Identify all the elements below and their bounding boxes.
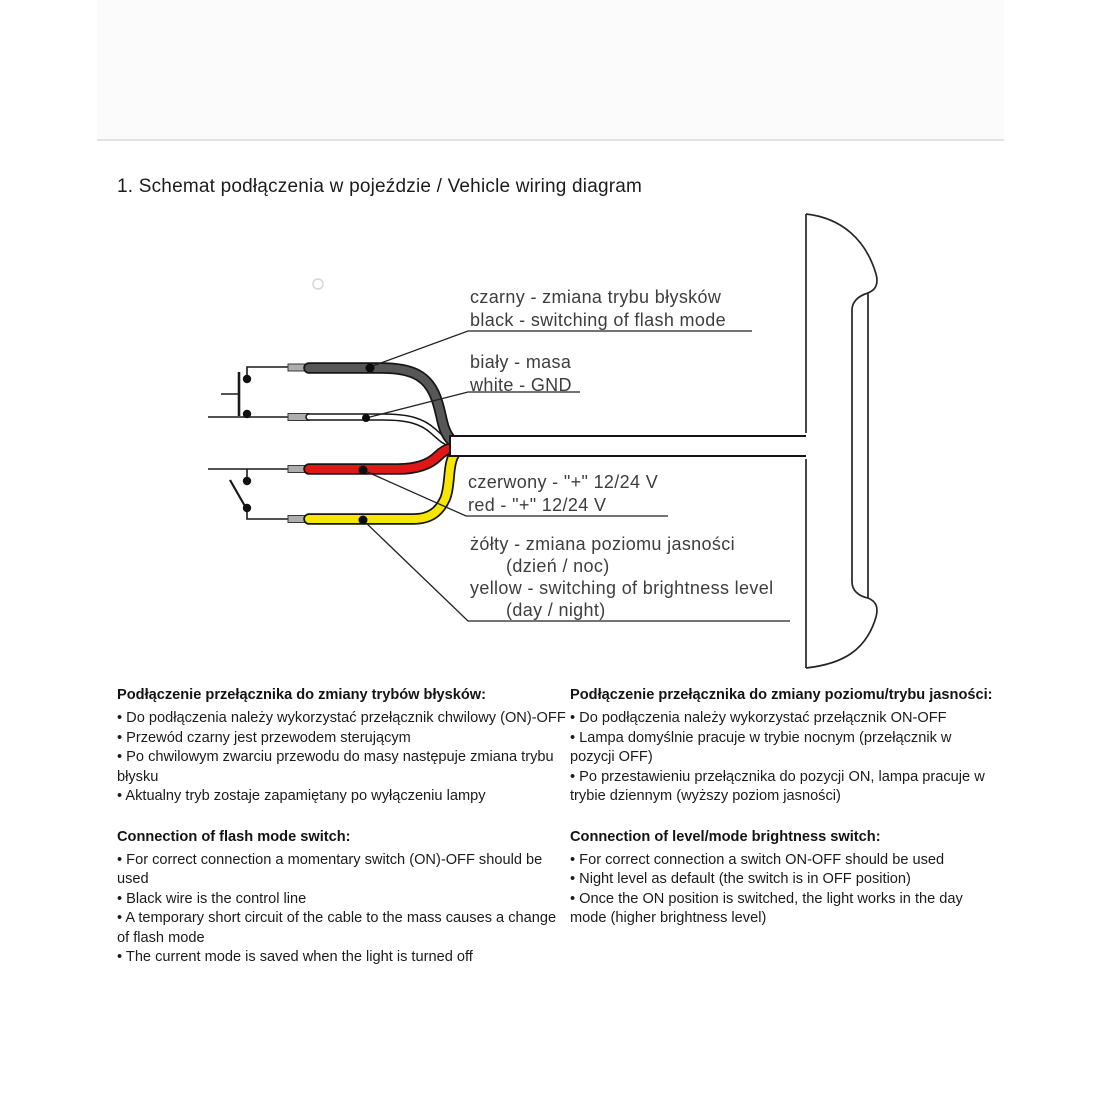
black-wire-anchor-dot [366,364,375,373]
text-line: • Night level as default (the switch is in OFF position) [570,871,911,887]
text-line: • Black wire is the control line [117,890,307,907]
text-line: • The current mode is saved when the light is turned off [117,949,473,965]
section-heading: Podłączenie przełącznika do zmiany poziomu/trybu jasności: [570,687,993,703]
yellow-wire-label-pl: żółty - zmiana poziomu jasności [470,534,735,554]
flash-mode-section-pl [117,686,572,807]
page-title: 1. Schemat podłączenia w pojeździe / Vehicle wiring diagram [117,176,643,197]
text-line: • Po chwilowym zwarciu przewodu do masy następuje zmiana trybu [117,749,554,765]
momentary-terminal-bottom [243,410,251,418]
red-wire-label-pl: czerwony - "+" 12/24 V [468,472,659,492]
text-line: • Do podłączenia należy wykorzystać przełącznik chwilowy (ON)-OFF [117,710,566,726]
text-line: pozycji OFF) [570,749,653,765]
section-body [570,851,1018,929]
section-heading: Podłączenie przełącznika do zmiany trybów błysków: [117,687,486,703]
yellow-wire-label-pl2: (dzień / noc) [506,556,610,576]
text-line: • Do podłączenia należy wykorzystać przełącznik ON-OFF [570,710,947,726]
faint-circle-mark [313,279,323,289]
lamp-outer-outline [806,214,877,668]
main-cable [450,436,806,456]
section-body [570,709,1018,807]
red-wire-label [468,471,658,517]
yellow-wire-anchor-dot [359,516,368,525]
flash-mode-section-en [117,828,572,968]
momentary-switch-to-black-line [247,367,288,379]
lamp-lens-inner-line [852,293,868,598]
red-wire-anchor-dot [359,466,368,475]
text-line: • Po przestawieniu przełącznika do pozycji ON, lampa pracuje w [570,768,985,785]
section-body [117,851,572,968]
white-wire [309,417,452,444]
yellow-wire-label [470,533,773,621]
white-wire-label [470,351,572,397]
text-line: • Aktualny tryb zostaje zapamiętany po wyłączeniu lampy [117,788,486,804]
brightness-section-pl [570,686,1018,807]
black-wire-label [470,286,726,332]
black-wire-label-pl: czarny - zmiana trybu błysków [470,287,722,307]
red-wire-label-en: red - "+" 12/24 V [468,495,607,515]
brightness-section-en [570,828,1018,929]
white-wire-anchor-dot [362,414,370,422]
text-line: • Once the ON position is switched, the light works in the day [570,890,963,907]
text-line: • A temporary short circuit of the cable to the mass causes a change [117,910,557,926]
black-wire-label-en: black - switching of flash mode [470,310,726,330]
text-line: • Lampa domyślnie pracuje w trybie nocnym (przełącznik w [570,729,952,746]
circuit-lines [208,367,288,519]
wire-ferrules [288,364,309,523]
lamp-profile [806,214,877,668]
text-line: błysku [117,768,159,785]
section-body [117,709,572,807]
wires [309,368,456,519]
toggle-terminal-top [243,477,251,485]
momentary-terminal-top [243,375,251,383]
section-heading: Connection of level/mode brightness switch: [570,828,881,845]
text-line: • For correct connection a momentary switch (ON)-OFF should be [117,851,543,868]
text-line: trybie dziennym (wyższy poziom jasności) [570,788,841,804]
leader-anchor-dots [359,364,375,525]
toggle-to-yellow-line [247,509,288,519]
yellow-wire-label-en: yellow - switching of brightness level [470,578,774,598]
yellow-wire-label-en2: (day / night) [506,600,606,620]
toggle-switch-blade [230,480,246,508]
text-line: of flash mode [117,929,205,946]
text-line: • Przewód czarny jest przewodem sterującym [117,729,411,746]
text-line: used [117,871,149,887]
text-line: mode (higher brightness level) [570,910,767,926]
left-instruction-column [117,686,572,968]
section-heading: Connection of flash mode switch: [117,828,351,845]
toggle-terminal-bottom [243,504,251,512]
red-wire [309,448,452,469]
right-instruction-column [570,686,1018,929]
text-line: • For correct connection a switch ON-OFF should be used [570,851,945,868]
white-wire-label-pl: biały - masa [470,352,572,372]
switch-terminals [243,375,251,512]
white-wire-label-en: white - GND [470,375,572,395]
